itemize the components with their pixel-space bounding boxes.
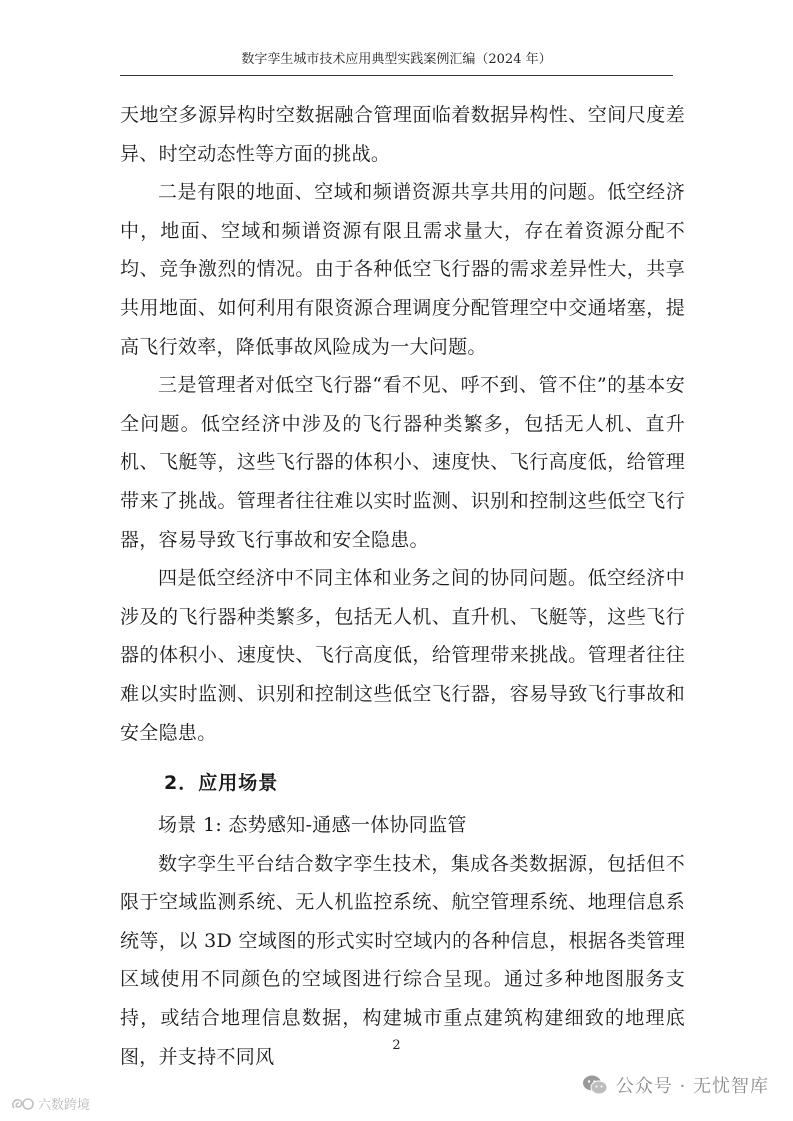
logo-mark-icon <box>10 1096 34 1112</box>
paragraph-resource-sharing: 二是有限的地面、空域和频谱资源共享共用的问题。低空经济中，地面、空域和频谱资源有限且需求量大，存在着资源分配不均、竞争激烈的情况。由于各种低空飞行器的需求差异性大，共享共用地面、如何利用有限资源合理调度分配管理空中交通堵塞，提高飞行效率，降低事故风险成为一大问题。 <box>120 181 685 358</box>
scene-body: 数字孪生平台结合数字孪生技术，集成各类数据源，包括但不限于空域监测系统、无人机监控系统、航空管理系统、地理信息系统等，以 3D 空域图的形式实时空域内的各种信息，根据各类管理区域使用不同颜色的空域图进行综合呈现。通过多种地图服务支持，或结合地理信息数据，构建城市重点建筑构建细致的地理底图，并支持不同风 <box>120 852 685 1068</box>
paragraph-safety: 三是管理者对低空飞行器“看不见、呼不到、管不住”的基本安全问题。低空经济中涉及的飞行器种类繁多，包括无人机、直升机、飞艇等，这些飞行器的体积小、速度快、飞行高度低，给管理带来了挑战。管理者往往难以实时监测、识别和控制这些低空飞行器，容易导致飞行事故和安全隐患。 <box>120 374 685 551</box>
watermark-wechat-text: 公众号 · 无忧智库 <box>615 1076 769 1097</box>
scene-title: 场景 1: 态势感知-通感一体协同监管 <box>158 814 467 837</box>
page-body <box>120 96 685 1076</box>
watermark-left-text: 六数跨境 <box>38 1098 91 1113</box>
paragraph-coordination: 四是低空经济中不同主体和业务之间的协同问题。低空经济中涉及的飞行器种类繁多，包括无人机、直升机、飞艇等，这些飞行器的体积小、速度快、飞行高度低，给管理带来挑战。管理者往往难以实时监测、识别和控制这些低空飞行器，容易导致飞行事故和安全隐患。 <box>120 567 685 744</box>
section-title: 2．应用场景 <box>164 772 279 795</box>
wechat-icon <box>582 1074 608 1096</box>
watermark-left <box>10 1094 90 1113</box>
header-title: 数字孪生城市技术应用典型实践案例汇编（2024 年） <box>241 52 552 67</box>
page-number: 2 <box>392 1038 401 1053</box>
header-divider <box>120 75 673 76</box>
paragraph-continuation: 天地空多源异构时空数据融合管理面临着数据异构性、空间尺度差异、时空动态性等方面的挑战。 <box>120 104 685 165</box>
watermark-wechat <box>582 1072 769 1098</box>
